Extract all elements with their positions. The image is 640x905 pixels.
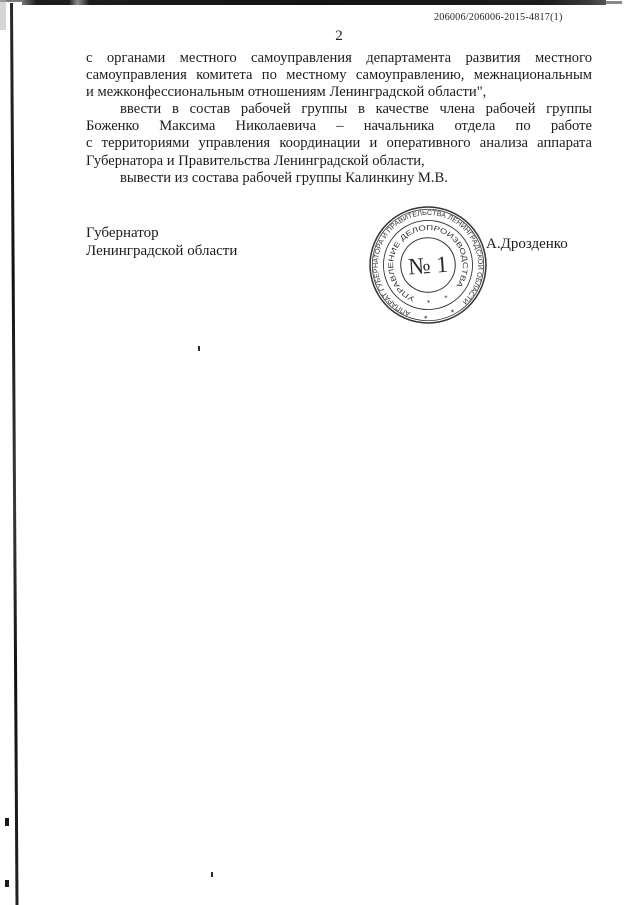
scan-speck	[211, 872, 213, 877]
document-registration-number: 206006/206006-2015-4817(1)	[434, 12, 563, 23]
body-text	[86, 50, 592, 187]
stamp-inner-ring-text: УПРАВЛЕНИЕ ДЕЛОПРОИЗВОДСТВА	[387, 224, 469, 303]
scan-speck	[5, 818, 9, 826]
text-line: Боженко Максима Николаевича – начальника отдела по работе	[86, 118, 592, 135]
text-line: самоуправления комитета по местному самоуправлению, межнациональным	[86, 67, 592, 84]
text-line: Губернатора и Правительства Ленинградской области,	[86, 152, 425, 169]
signatory-name: А.Дрозденко	[486, 236, 568, 252]
text-line: и межконфессиональным отношениям Ленинградской области",	[86, 84, 487, 101]
text-line: с органами местного самоуправления департамента развития местного	[86, 50, 592, 66]
scan-top-border	[22, 0, 606, 5]
stamp-outer-ring-text: АППАРАТ ГУБЕРНАТОРА И ПРАВИТЕЛЬСТВА ЛЕНИНГРАДСКОЙ ОБЛАСТИ	[372, 209, 484, 317]
scan-speck	[198, 346, 200, 351]
stamp-star-icon: *	[423, 310, 428, 321]
stamp-star-icon: *	[447, 304, 456, 315]
text-line: с территориями управления координации и оперативного анализа аппарата	[86, 135, 592, 152]
stamp-star-icon: *	[441, 290, 449, 301]
stamp-center-number: № 1	[407, 251, 449, 281]
stamp-star-icon: *	[426, 295, 431, 305]
signatory-title-line2: Ленинградской области	[86, 242, 238, 259]
scan-left-edge-line	[10, 3, 19, 905]
signatory-title-line1: Губернатор	[86, 225, 159, 241]
page-number: 2	[335, 28, 343, 44]
text-line: ввести в состав рабочей группы в качестве члена рабочей группы	[120, 101, 592, 118]
text-line: вывести из состава рабочей группы Калинкину М.В.	[120, 169, 448, 186]
scan-corner-shade	[0, 0, 6, 30]
signatory-title	[86, 225, 237, 260]
scan-speck	[5, 880, 9, 887]
official-round-stamp	[367, 204, 489, 326]
scan-top-border-tail	[606, 1, 622, 4]
